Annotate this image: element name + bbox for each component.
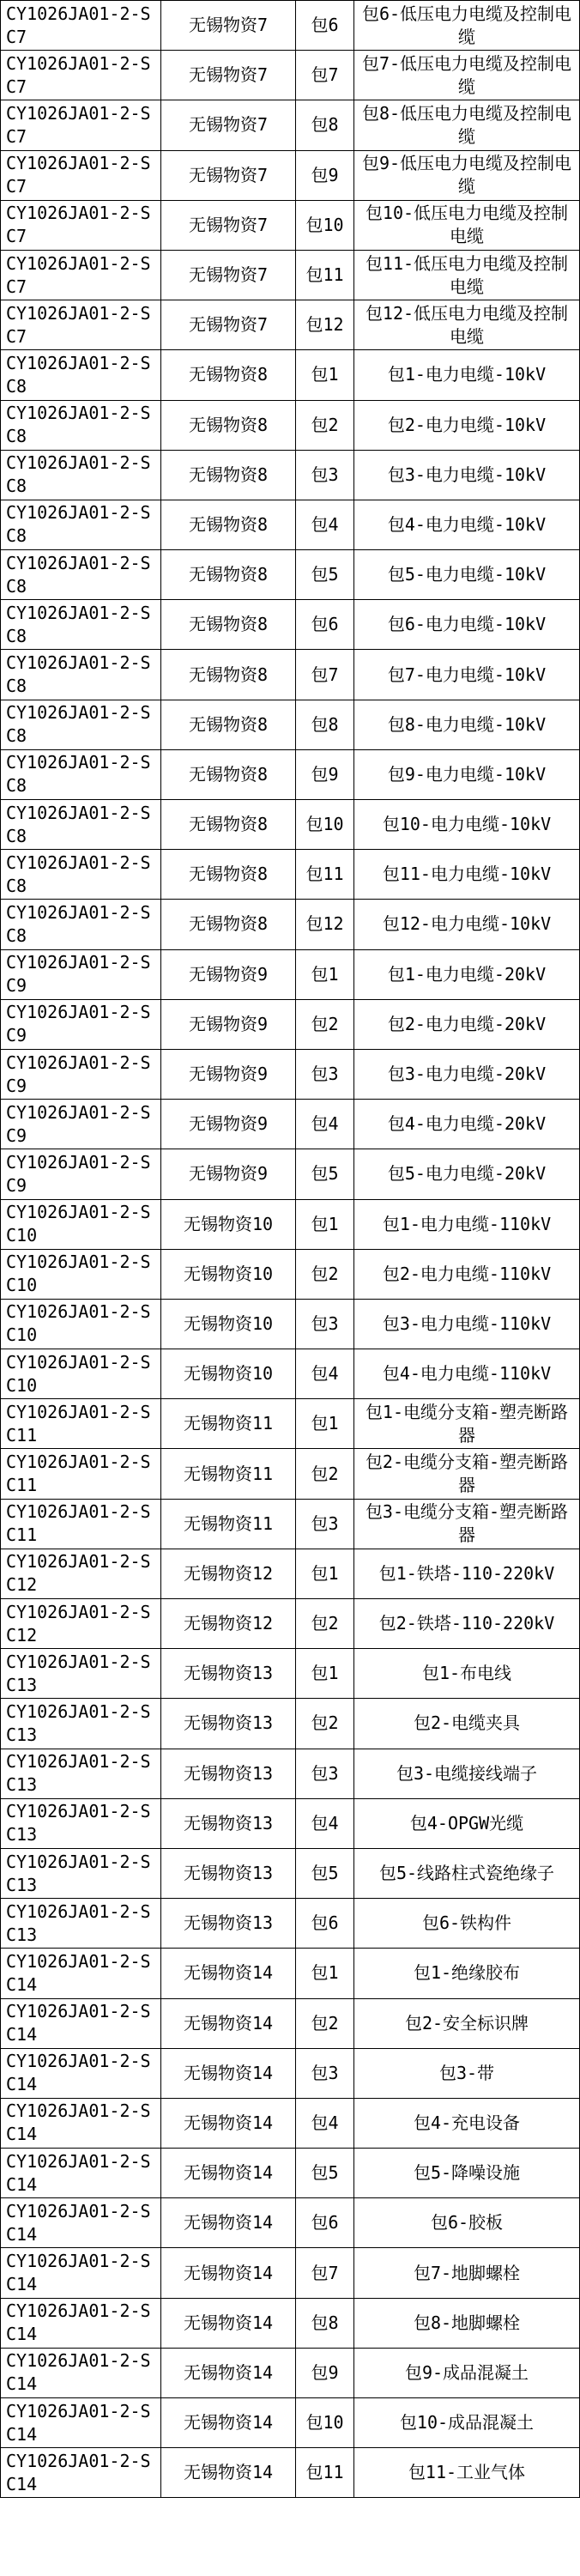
package-name-cell: 包2-电力电缆-110kV <box>354 1249 580 1299</box>
package-number-cell: 包4 <box>296 500 354 549</box>
package-number-cell: 包3 <box>296 1299 354 1349</box>
material-category-cell: 无锡物资10 <box>161 1199 296 1249</box>
material-category-cell: 无锡物资13 <box>161 1649 296 1699</box>
package-number-cell: 包4 <box>296 1100 354 1149</box>
material-category-cell: 无锡物资14 <box>161 2398 296 2448</box>
material-category-cell: 无锡物资13 <box>161 1899 296 1949</box>
project-code-cell: CY1026JA01-2-SC11 <box>1 1449 161 1499</box>
package-number-cell: 包3 <box>296 2048 354 2098</box>
project-code-cell: CY1026JA01-2-SC14 <box>1 2348 161 2397</box>
material-category-cell: 无锡物资14 <box>161 2048 296 2098</box>
project-code-cell: CY1026JA01-2-SC7 <box>1 100 161 150</box>
table-row <box>1 1349 580 1399</box>
material-category-cell: 无锡物资8 <box>161 450 296 500</box>
material-category-cell: 无锡物资8 <box>161 800 296 850</box>
package-name-cell: 包1-布电线 <box>354 1649 580 1699</box>
package-number-cell: 包2 <box>296 1449 354 1499</box>
table-row <box>1 650 580 700</box>
table-row <box>1 2149 580 2198</box>
material-category-cell: 无锡物资11 <box>161 1499 296 1549</box>
package-name-cell: 包8-电力电缆-10kV <box>354 700 580 749</box>
package-name-cell: 包11-低压电力电缆及控制电缆 <box>354 250 580 300</box>
package-name-cell: 包3-带 <box>354 2048 580 2098</box>
package-name-cell: 包10-成品混凝土 <box>354 2398 580 2448</box>
table-row <box>1 1749 580 1798</box>
table-row <box>1 200 580 250</box>
package-number-cell: 包5 <box>296 550 354 600</box>
package-number-cell: 包7 <box>296 51 354 100</box>
package-number-cell: 包12 <box>296 300 354 350</box>
material-category-cell: 无锡物资9 <box>161 999 296 1049</box>
table-row <box>1 749 580 799</box>
project-code-cell: CY1026JA01-2-SC11 <box>1 1399 161 1449</box>
table-row <box>1 1899 580 1949</box>
table-row <box>1 1149 580 1199</box>
project-code-cell: CY1026JA01-2-SC10 <box>1 1199 161 1249</box>
table-row <box>1 900 580 949</box>
material-category-cell: 无锡物资8 <box>161 749 296 799</box>
table-row <box>1 2398 580 2448</box>
table-row <box>1 100 580 150</box>
material-category-cell: 无锡物资7 <box>161 300 296 350</box>
table-row <box>1 1499 580 1549</box>
package-name-cell: 包3-电力电缆-20kV <box>354 1049 580 1099</box>
package-number-cell: 包1 <box>296 949 354 999</box>
table-row <box>1 2198 580 2248</box>
package-name-cell: 包9-低压电力电缆及控制电缆 <box>354 150 580 200</box>
material-category-cell: 无锡物资8 <box>161 850 296 900</box>
package-number-cell: 包3 <box>296 1049 354 1099</box>
package-number-cell: 包1 <box>296 1199 354 1249</box>
material-category-cell: 无锡物资8 <box>161 400 296 450</box>
project-code-cell: CY1026JA01-2-SC14 <box>1 2098 161 2148</box>
project-code-cell: CY1026JA01-2-SC10 <box>1 1249 161 1299</box>
material-category-cell: 无锡物资8 <box>161 550 296 600</box>
package-name-cell: 包2-电力电缆-20kV <box>354 999 580 1049</box>
material-category-cell: 无锡物资9 <box>161 1149 296 1199</box>
table-row <box>1 500 580 549</box>
table-row <box>1 550 580 600</box>
material-category-cell: 无锡物资8 <box>161 500 296 549</box>
package-number-cell: 包3 <box>296 1499 354 1549</box>
package-name-cell: 包2-电力电缆-10kV <box>354 400 580 450</box>
project-code-cell: CY1026JA01-2-SC14 <box>1 2149 161 2198</box>
project-code-cell: CY1026JA01-2-SC13 <box>1 1749 161 1798</box>
package-number-cell: 包5 <box>296 2149 354 2198</box>
table-row <box>1 2098 580 2148</box>
project-code-cell: CY1026JA01-2-SC10 <box>1 1349 161 1399</box>
package-name-cell: 包7-电力电缆-10kV <box>354 650 580 700</box>
table-row <box>1 850 580 900</box>
project-code-cell: CY1026JA01-2-SC14 <box>1 2198 161 2248</box>
table-row <box>1 1249 580 1299</box>
package-name-cell: 包1-电力电缆-110kV <box>354 1199 580 1249</box>
table-row <box>1 600 580 650</box>
project-code-cell: CY1026JA01-2-SC9 <box>1 1149 161 1199</box>
package-number-cell: 包2 <box>296 1699 354 1749</box>
package-name-cell: 包1-电缆分支箱-塑壳断路器 <box>354 1399 580 1449</box>
package-number-cell: 包1 <box>296 1399 354 1449</box>
package-name-cell: 包2-电缆夹具 <box>354 1699 580 1749</box>
package-number-cell: 包8 <box>296 100 354 150</box>
material-category-cell: 无锡物资14 <box>161 1949 296 1998</box>
project-code-cell: CY1026JA01-2-SC14 <box>1 2398 161 2448</box>
package-name-cell: 包12-电力电缆-10kV <box>354 900 580 949</box>
project-code-cell: CY1026JA01-2-SC8 <box>1 800 161 850</box>
material-category-cell: 无锡物资8 <box>161 650 296 700</box>
project-code-cell: CY1026JA01-2-SC7 <box>1 51 161 100</box>
package-name-cell: 包5-线路柱式瓷绝缘子 <box>354 1848 580 1898</box>
project-code-cell: CY1026JA01-2-SC8 <box>1 749 161 799</box>
package-number-cell: 包7 <box>296 2248 354 2298</box>
material-category-cell: 无锡物资9 <box>161 1049 296 1099</box>
project-code-cell: CY1026JA01-2-SC8 <box>1 500 161 549</box>
table-row <box>1 1049 580 1099</box>
project-code-cell: CY1026JA01-2-SC13 <box>1 1649 161 1699</box>
package-name-cell: 包5-电力电缆-10kV <box>354 550 580 600</box>
table-row <box>1 1199 580 1249</box>
package-name-cell: 包4-充电设备 <box>354 2098 580 2148</box>
material-category-cell: 无锡物资14 <box>161 2298 296 2348</box>
package-name-cell: 包4-OPGW光缆 <box>354 1798 580 1848</box>
package-name-cell: 包8-低压电力电缆及控制电缆 <box>354 100 580 150</box>
material-category-cell: 无锡物资8 <box>161 700 296 749</box>
material-category-cell: 无锡物资9 <box>161 949 296 999</box>
table-row <box>1 1100 580 1149</box>
package-number-cell: 包5 <box>296 1848 354 1898</box>
package-number-cell: 包2 <box>296 400 354 450</box>
package-name-cell: 包7-低压电力电缆及控制电缆 <box>354 51 580 100</box>
package-number-cell: 包2 <box>296 1998 354 2048</box>
material-category-cell: 无锡物资9 <box>161 1100 296 1149</box>
table-row <box>1 1949 580 1998</box>
material-category-cell: 无锡物资14 <box>161 2248 296 2298</box>
package-number-cell: 包9 <box>296 749 354 799</box>
package-name-cell: 包3-电缆接线端子 <box>354 1749 580 1798</box>
material-category-cell: 无锡物资13 <box>161 1749 296 1798</box>
package-name-cell: 包11-工业气体 <box>354 2448 580 2498</box>
table-row <box>1 51 580 100</box>
table-row <box>1 300 580 350</box>
project-code-cell: CY1026JA01-2-SC11 <box>1 1499 161 1549</box>
material-category-cell: 无锡物资7 <box>161 250 296 300</box>
project-code-cell: CY1026JA01-2-SC7 <box>1 200 161 250</box>
project-code-cell: CY1026JA01-2-SC14 <box>1 2048 161 2098</box>
package-name-cell: 包6-低压电力电缆及控制电缆 <box>354 1 580 51</box>
project-code-cell: CY1026JA01-2-SC7 <box>1 250 161 300</box>
project-code-cell: CY1026JA01-2-SC8 <box>1 900 161 949</box>
package-number-cell: 包11 <box>296 2448 354 2498</box>
table-row <box>1 1998 580 2048</box>
project-code-cell: CY1026JA01-2-SC14 <box>1 1949 161 1998</box>
material-category-cell: 无锡物资14 <box>161 2448 296 2498</box>
package-number-cell: 包10 <box>296 200 354 250</box>
project-code-cell: CY1026JA01-2-SC7 <box>1 300 161 350</box>
package-number-cell: 包4 <box>296 1798 354 1848</box>
project-code-cell: CY1026JA01-2-SC14 <box>1 2248 161 2298</box>
package-number-cell: 包3 <box>296 1749 354 1798</box>
material-category-cell: 无锡物资8 <box>161 600 296 650</box>
project-code-cell: CY1026JA01-2-SC8 <box>1 700 161 749</box>
package-number-cell: 包11 <box>296 250 354 300</box>
package-number-cell: 包11 <box>296 850 354 900</box>
table-row <box>1 450 580 500</box>
package-name-cell: 包12-低压电力电缆及控制电缆 <box>354 300 580 350</box>
table-row <box>1 1449 580 1499</box>
package-name-cell: 包1-电力电缆-10kV <box>354 350 580 400</box>
material-category-cell: 无锡物资14 <box>161 2348 296 2397</box>
package-name-cell: 包6-胶板 <box>354 2198 580 2248</box>
table-row <box>1 2248 580 2298</box>
table-row <box>1 2048 580 2098</box>
package-number-cell: 包6 <box>296 600 354 650</box>
material-category-cell: 无锡物资13 <box>161 1699 296 1749</box>
package-number-cell: 包4 <box>296 1349 354 1399</box>
package-number-cell: 包2 <box>296 999 354 1049</box>
table-row <box>1 1599 580 1649</box>
package-name-cell: 包6-铁构件 <box>354 1899 580 1949</box>
package-name-cell: 包5-降噪设施 <box>354 2149 580 2198</box>
package-name-cell: 包11-电力电缆-10kV <box>354 850 580 900</box>
material-category-cell: 无锡物资10 <box>161 1249 296 1299</box>
project-code-cell: CY1026JA01-2-SC9 <box>1 1049 161 1099</box>
table-row <box>1 1 580 51</box>
package-name-cell: 包2-铁塔-110-220kV <box>354 1599 580 1649</box>
package-number-cell: 包4 <box>296 2098 354 2148</box>
package-number-cell: 包8 <box>296 700 354 749</box>
material-category-cell: 无锡物资11 <box>161 1449 296 1499</box>
package-number-cell: 包1 <box>296 1949 354 1998</box>
table-row <box>1 1798 580 1848</box>
package-name-cell: 包9-电力电缆-10kV <box>354 749 580 799</box>
material-category-cell: 无锡物资7 <box>161 1 296 51</box>
project-code-cell: CY1026JA01-2-SC14 <box>1 2448 161 2498</box>
package-number-cell: 包9 <box>296 150 354 200</box>
material-category-cell: 无锡物资8 <box>161 900 296 949</box>
package-name-cell: 包10-电力电缆-10kV <box>354 800 580 850</box>
project-code-cell: CY1026JA01-2-SC9 <box>1 949 161 999</box>
project-code-cell: CY1026JA01-2-SC7 <box>1 1 161 51</box>
package-number-cell: 包6 <box>296 1 354 51</box>
material-category-cell: 无锡物资12 <box>161 1599 296 1649</box>
project-code-cell: CY1026JA01-2-SC8 <box>1 850 161 900</box>
table-row <box>1 250 580 300</box>
package-number-cell: 包2 <box>296 1249 354 1299</box>
project-code-cell: CY1026JA01-2-SC12 <box>1 1549 161 1598</box>
project-code-cell: CY1026JA01-2-SC8 <box>1 600 161 650</box>
package-name-cell: 包6-电力电缆-10kV <box>354 600 580 650</box>
project-code-cell: CY1026JA01-2-SC13 <box>1 1798 161 1848</box>
table-row <box>1 400 580 450</box>
project-code-cell: CY1026JA01-2-SC14 <box>1 2298 161 2348</box>
material-category-cell: 无锡物资14 <box>161 2098 296 2148</box>
package-name-cell: 包8-地脚螺栓 <box>354 2298 580 2348</box>
table-row <box>1 150 580 200</box>
package-number-cell: 包3 <box>296 450 354 500</box>
package-name-cell: 包7-地脚螺栓 <box>354 2248 580 2298</box>
package-name-cell: 包4-电力电缆-20kV <box>354 1100 580 1149</box>
package-number-cell: 包1 <box>296 1549 354 1598</box>
package-number-cell: 包6 <box>296 1899 354 1949</box>
material-category-cell: 无锡物资13 <box>161 1848 296 1898</box>
project-code-cell: CY1026JA01-2-SC14 <box>1 1998 161 2048</box>
project-code-cell: CY1026JA01-2-SC13 <box>1 1899 161 1949</box>
package-name-cell: 包1-电力电缆-20kV <box>354 949 580 999</box>
material-category-cell: 无锡物资14 <box>161 2198 296 2248</box>
material-category-cell: 无锡物资10 <box>161 1349 296 1399</box>
package-name-cell: 包4-电力电缆-110kV <box>354 1349 580 1399</box>
package-number-cell: 包12 <box>296 900 354 949</box>
package-number-cell: 包1 <box>296 350 354 400</box>
package-name-cell: 包1-铁塔-110-220kV <box>354 1549 580 1598</box>
package-name-cell: 包5-电力电缆-20kV <box>354 1149 580 1199</box>
package-name-cell: 包3-电缆分支箱-塑壳断路器 <box>354 1499 580 1549</box>
package-name-cell: 包3-电力电缆-10kV <box>354 450 580 500</box>
material-category-cell: 无锡物资8 <box>161 350 296 400</box>
project-code-cell: CY1026JA01-2-SC8 <box>1 650 161 700</box>
package-number-cell: 包8 <box>296 2298 354 2348</box>
material-category-cell: 无锡物资14 <box>161 1998 296 2048</box>
material-category-cell: 无锡物资7 <box>161 200 296 250</box>
package-name-cell: 包9-成品混凝土 <box>354 2348 580 2397</box>
project-code-cell: CY1026JA01-2-SC8 <box>1 400 161 450</box>
table-row <box>1 2298 580 2348</box>
project-code-cell: CY1026JA01-2-SC9 <box>1 999 161 1049</box>
table-row <box>1 999 580 1049</box>
material-category-cell: 无锡物资7 <box>161 51 296 100</box>
project-code-cell: CY1026JA01-2-SC8 <box>1 450 161 500</box>
table-row <box>1 1848 580 1898</box>
package-number-cell: 包6 <box>296 2198 354 2248</box>
material-category-cell: 无锡物资14 <box>161 2149 296 2198</box>
material-category-cell: 无锡物资11 <box>161 1399 296 1449</box>
package-number-cell: 包10 <box>296 2398 354 2448</box>
project-code-cell: CY1026JA01-2-SC8 <box>1 550 161 600</box>
package-number-cell: 包1 <box>296 1649 354 1699</box>
material-category-cell: 无锡物资7 <box>161 150 296 200</box>
table-row <box>1 1399 580 1449</box>
table-row <box>1 700 580 749</box>
project-code-cell: CY1026JA01-2-SC13 <box>1 1848 161 1898</box>
project-code-cell: CY1026JA01-2-SC9 <box>1 1100 161 1149</box>
package-name-cell: 包1-绝缘胶布 <box>354 1949 580 1998</box>
material-category-cell: 无锡物资7 <box>161 100 296 150</box>
project-code-cell: CY1026JA01-2-SC7 <box>1 150 161 200</box>
package-name-cell: 包4-电力电缆-10kV <box>354 500 580 549</box>
package-number-cell: 包9 <box>296 2348 354 2397</box>
package-name-cell: 包3-电力电缆-110kV <box>354 1299 580 1349</box>
table-row <box>1 1699 580 1749</box>
table-row <box>1 1549 580 1598</box>
table-row <box>1 350 580 400</box>
package-name-cell: 包2-安全标识牌 <box>354 1998 580 2048</box>
material-category-cell: 无锡物资13 <box>161 1798 296 1848</box>
table-row <box>1 2448 580 2498</box>
material-category-cell: 无锡物资12 <box>161 1549 296 1598</box>
table-row <box>1 949 580 999</box>
project-code-cell: CY1026JA01-2-SC10 <box>1 1299 161 1349</box>
package-name-cell: 包2-电缆分支箱-塑壳断路器 <box>354 1449 580 1499</box>
package-number-cell: 包5 <box>296 1149 354 1199</box>
package-number-cell: 包10 <box>296 800 354 850</box>
project-code-cell: CY1026JA01-2-SC13 <box>1 1699 161 1749</box>
package-number-cell: 包2 <box>296 1599 354 1649</box>
table-body <box>1 1 580 2498</box>
table-row <box>1 1299 580 1349</box>
project-code-cell: CY1026JA01-2-SC12 <box>1 1599 161 1649</box>
table-row <box>1 2348 580 2397</box>
package-name-cell: 包10-低压电力电缆及控制电缆 <box>354 200 580 250</box>
table-row <box>1 1649 580 1699</box>
project-code-cell: CY1026JA01-2-SC8 <box>1 350 161 400</box>
package-number-cell: 包7 <box>296 650 354 700</box>
material-category-cell: 无锡物资10 <box>161 1299 296 1349</box>
table-row <box>1 800 580 850</box>
